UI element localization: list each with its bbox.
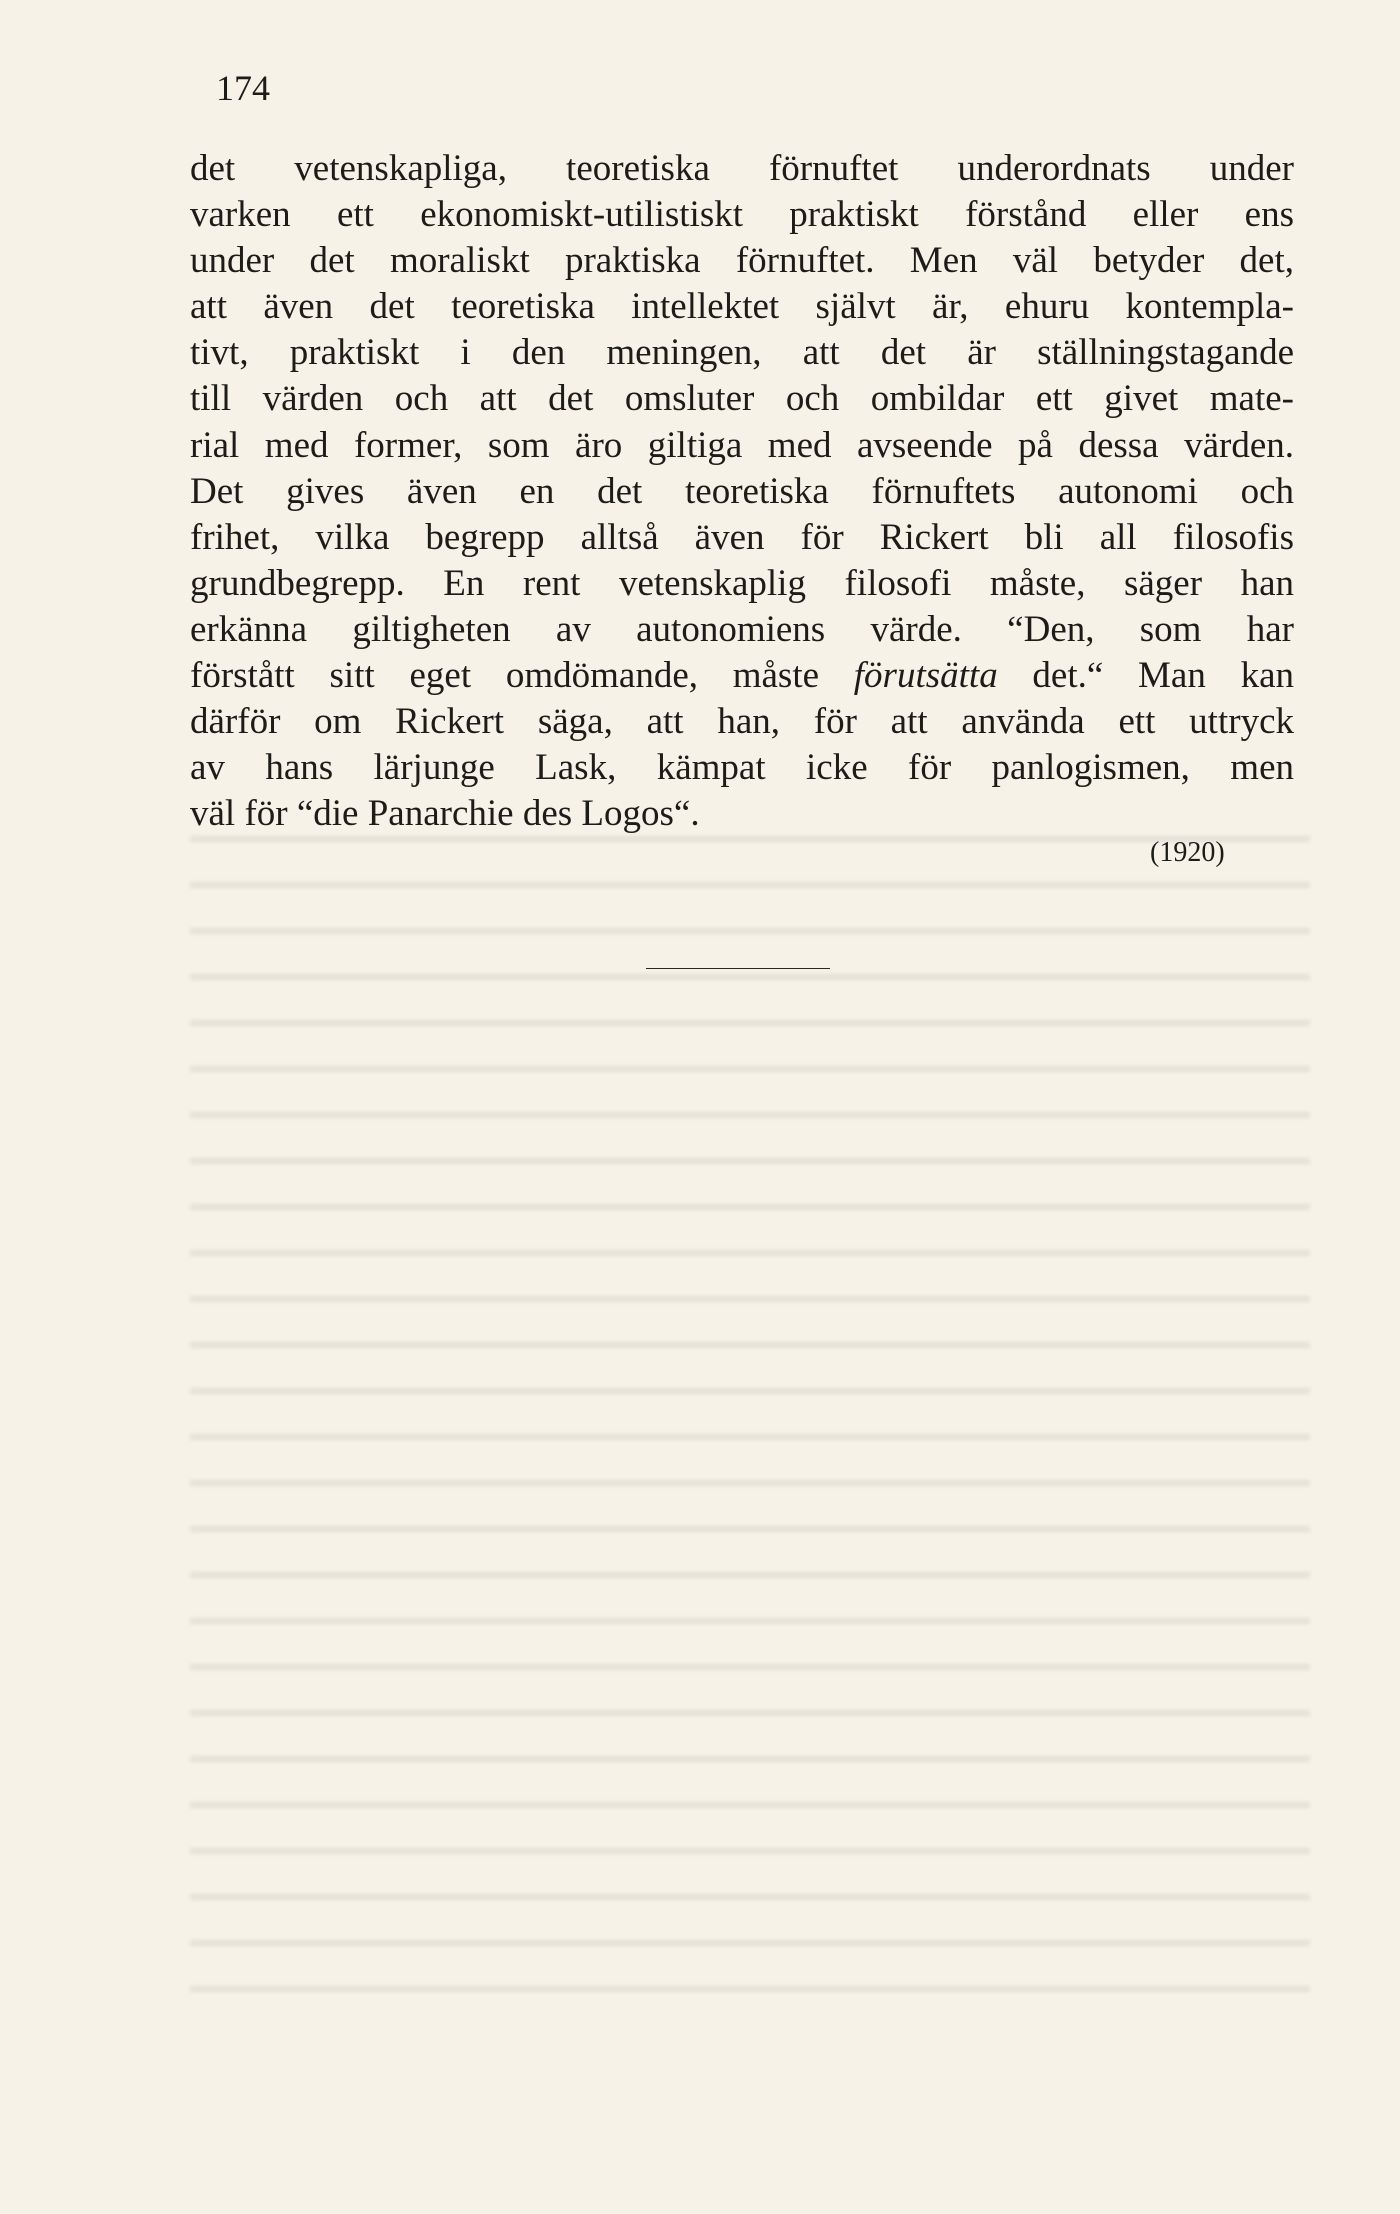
line-text-after: det.“ Man kan [997, 655, 1295, 697]
text-line: rial med former, som äro giltiga med avseende på dessa värden. [190, 424, 1294, 466]
text-line: grundbegrepp. En rent vetenskaplig filosofi måste, säger han [190, 562, 1294, 604]
emphasized-word: förutsätta [853, 655, 998, 697]
text-line-last: väl för “die Panarchie des Logos“. [190, 793, 700, 835]
year-note: (1920) [1150, 837, 1225, 868]
text-line: det vetenskapliga, teoretiska förnuftet underordnats under [190, 148, 1294, 189]
section-divider [646, 968, 830, 969]
text-line: varken ett ekonomiskt-utilistiskt praktiskt förstånd eller ens [190, 194, 1294, 236]
show-through-background [190, 812, 1310, 2012]
page-number: 174 [216, 68, 270, 108]
text-line: Det gives även en det teoretiska förnuftets autonomi och [190, 470, 1294, 512]
text-line: tivt, praktiskt i den meningen, att det är ställningstagande [190, 332, 1294, 374]
text-line: att även det teoretiska intellektet självt är, ehuru kontempla- [190, 286, 1294, 328]
body-paragraph [190, 146, 1294, 837]
text-line: till värden och att det omsluter och ombildar ett givet mate- [190, 378, 1294, 420]
text-line: därför om Rickert säga, att han, för att använda ett uttryck [190, 701, 1294, 743]
text-line-with-emphasis [190, 653, 1294, 699]
text-line: av hans lärjunge Lask, kämpat icke för panlogismen, men [190, 747, 1294, 789]
text-line: erkänna giltigheten av autonomiens värde. “Den, som har [190, 608, 1294, 650]
line-text-before: förstått sitt eget omdömande, måste [190, 655, 854, 697]
text-line: under det moraliskt praktiska förnuftet. Men väl betyder det, [190, 240, 1294, 282]
text-line: frihet, vilka begrepp alltså även för Rickert bli all filosofis [190, 516, 1294, 558]
